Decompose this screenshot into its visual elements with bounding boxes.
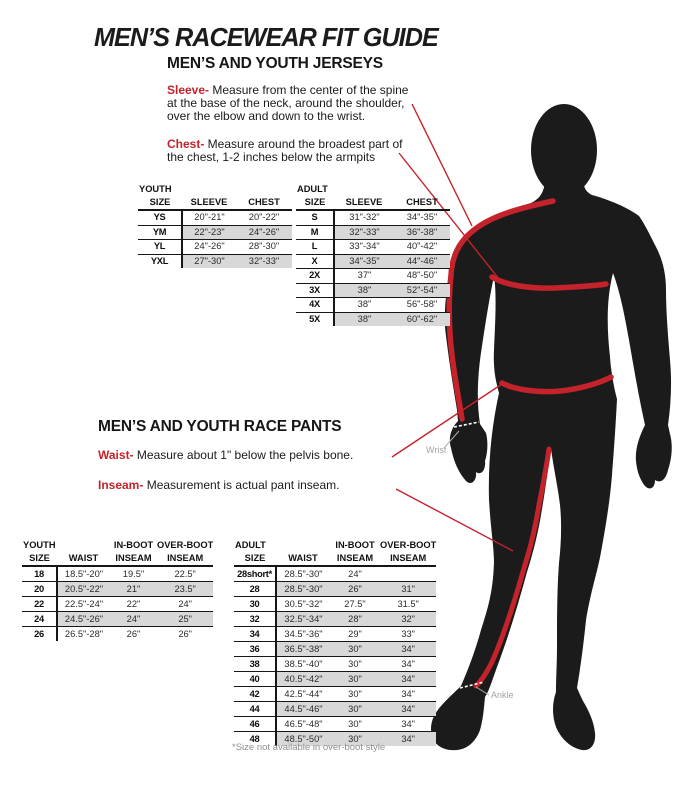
column-header: IN-BOOT bbox=[113, 540, 154, 550]
table-row bbox=[296, 240, 450, 255]
table-row bbox=[234, 612, 436, 627]
table-row bbox=[296, 283, 450, 298]
table-row bbox=[296, 254, 450, 269]
waist-text: Measure about 1" below the pelvis bone. bbox=[133, 448, 354, 462]
value-cell: 34.5"-36" bbox=[276, 627, 330, 642]
size-cell: X bbox=[296, 254, 334, 269]
value-cell: 21" bbox=[110, 582, 157, 597]
column-header bbox=[394, 182, 450, 195]
table-row bbox=[22, 566, 213, 582]
size-cell: 30 bbox=[234, 597, 276, 612]
size-cell: 40 bbox=[234, 672, 276, 687]
column-header: YOUTH bbox=[23, 540, 56, 550]
column-header: CHEST bbox=[394, 195, 450, 210]
value-cell: 28.5"-30" bbox=[276, 566, 330, 582]
value-cell: 34" bbox=[380, 642, 436, 657]
value-cell: 34" bbox=[380, 672, 436, 687]
value-cell: 30" bbox=[330, 702, 380, 717]
table-row bbox=[138, 210, 292, 225]
value-cell: 27.5" bbox=[330, 597, 380, 612]
column-header: WAIST bbox=[57, 551, 110, 566]
column-header bbox=[236, 182, 292, 195]
value-cell: 30" bbox=[330, 672, 380, 687]
value-cell: 48"-50" bbox=[394, 269, 450, 284]
sleeve-instruction bbox=[167, 84, 419, 123]
column-header: WAIST bbox=[276, 551, 330, 566]
value-cell: 29" bbox=[330, 627, 380, 642]
column-header bbox=[57, 538, 110, 551]
value-cell: 27"-30" bbox=[182, 254, 236, 268]
size-cell: 28 bbox=[234, 582, 276, 597]
size-cell: 46 bbox=[234, 717, 276, 732]
value-cell: 44.5"-46" bbox=[276, 702, 330, 717]
value-cell: 31" bbox=[380, 582, 436, 597]
column-header: SIZE bbox=[138, 195, 182, 210]
inseam-text: Measurement is actual pant inseam. bbox=[143, 478, 340, 492]
size-cell: L bbox=[296, 240, 334, 255]
size-cell: 22 bbox=[22, 597, 57, 612]
column-header bbox=[182, 182, 236, 195]
size-cell: 20 bbox=[22, 582, 57, 597]
value-cell: 30" bbox=[330, 687, 380, 702]
value-cell: 22.5" bbox=[157, 566, 213, 582]
size-cell: 2X bbox=[296, 269, 334, 284]
size-cell: 18 bbox=[22, 566, 57, 582]
value-cell: 24" bbox=[157, 597, 213, 612]
chest-instruction bbox=[167, 138, 419, 164]
inseam-term: Inseam- bbox=[98, 478, 144, 492]
adult-pants-size-table bbox=[234, 538, 436, 746]
column-header: ADULT bbox=[235, 540, 266, 550]
value-cell: 24.5"-26" bbox=[57, 612, 110, 627]
table-row bbox=[138, 254, 292, 268]
size-cell: 34 bbox=[234, 627, 276, 642]
column-header: CHEST bbox=[236, 195, 292, 210]
size-cell: YS bbox=[138, 210, 182, 225]
table-row bbox=[22, 597, 213, 612]
value-cell: 60"-62" bbox=[394, 312, 450, 326]
column-header: SIZE bbox=[22, 551, 57, 566]
value-cell: 24"-26" bbox=[236, 225, 292, 240]
size-cell: 5X bbox=[296, 312, 334, 326]
table-row bbox=[138, 240, 292, 255]
value-cell: 46.5"-48" bbox=[276, 717, 330, 732]
value-cell: 24"-26" bbox=[182, 240, 236, 255]
value-cell: 28"-30" bbox=[236, 240, 292, 255]
table-row bbox=[22, 612, 213, 627]
value-cell: 37" bbox=[334, 269, 394, 284]
youth-pants-size-table-grid bbox=[22, 538, 213, 641]
table-row bbox=[234, 687, 436, 702]
column-header bbox=[276, 538, 330, 551]
column-header: SIZE bbox=[234, 551, 276, 566]
value-cell: 20"-21" bbox=[182, 210, 236, 225]
table-row bbox=[234, 717, 436, 732]
waist-term: Waist- bbox=[98, 448, 134, 462]
column-header: SIZE bbox=[296, 195, 334, 210]
value-cell: 44"-46" bbox=[394, 254, 450, 269]
column-header: IN-BOOT bbox=[335, 540, 375, 550]
value-cell: 30" bbox=[330, 717, 380, 732]
value-cell: 38.5"-40" bbox=[276, 657, 330, 672]
column-header bbox=[334, 182, 394, 195]
size-cell: 24 bbox=[22, 612, 57, 627]
table-row bbox=[234, 672, 436, 687]
value-cell: 30" bbox=[330, 732, 380, 747]
value-cell: 38" bbox=[334, 283, 394, 298]
chest-term: Chest- bbox=[167, 137, 205, 151]
value-cell: 40"-42" bbox=[394, 240, 450, 255]
value-cell: 22.5"-24" bbox=[57, 597, 110, 612]
value-cell: 42.5"-44" bbox=[276, 687, 330, 702]
value-cell: 32"-33" bbox=[236, 254, 292, 268]
value-cell: 24" bbox=[110, 612, 157, 627]
chest-text: Measure around the broadest part of the chest, 1-2 inches below the armpits bbox=[167, 137, 403, 164]
value-cell: 31.5" bbox=[380, 597, 436, 612]
value-cell: 31"-32" bbox=[334, 210, 394, 225]
value-cell: 25" bbox=[157, 612, 213, 627]
value-cell: 48.5"-50" bbox=[276, 732, 330, 747]
sleeve-term: Sleeve- bbox=[167, 83, 210, 97]
value-cell: 32.5"-34" bbox=[276, 612, 330, 627]
column-header: INSEAM bbox=[380, 551, 436, 566]
column-header: OVER-BOOT bbox=[380, 540, 437, 550]
table-row bbox=[234, 582, 436, 597]
waist-instruction bbox=[98, 449, 353, 462]
size-cell: 38 bbox=[234, 657, 276, 672]
wrist-label: Wrist bbox=[426, 445, 447, 455]
size-cell: YXL bbox=[138, 254, 182, 268]
table-row bbox=[138, 225, 292, 240]
value-cell: 19.5" bbox=[110, 566, 157, 582]
table-row bbox=[296, 210, 450, 225]
value-cell: 52"-54" bbox=[394, 283, 450, 298]
adult-pants-size-table-grid bbox=[234, 538, 436, 746]
size-footnote: *Size not available in over-boot style bbox=[232, 742, 386, 753]
jerseys-heading: MEN’S AND YOUTH JERSEYS bbox=[167, 55, 383, 72]
table-row bbox=[234, 642, 436, 657]
inseam-instruction bbox=[98, 479, 339, 492]
table-row bbox=[234, 657, 436, 672]
table-row bbox=[234, 566, 436, 582]
table-row bbox=[234, 627, 436, 642]
column-header: INSEAM bbox=[330, 551, 380, 566]
table-row bbox=[22, 627, 213, 642]
silhouette-body bbox=[431, 172, 672, 750]
value-cell: 26.5"-28" bbox=[64, 629, 104, 639]
youth-pants-size-table bbox=[22, 538, 213, 641]
column-header: OVER-BOOT bbox=[157, 540, 214, 550]
value-cell: 26" bbox=[126, 629, 141, 639]
size-cell: M bbox=[296, 225, 334, 240]
value-cell: 34" bbox=[380, 732, 436, 747]
value-cell: 38" bbox=[334, 312, 394, 326]
value-cell: 22" bbox=[110, 597, 157, 612]
value-cell: 34" bbox=[380, 687, 436, 702]
value-cell: 20"-22" bbox=[236, 210, 292, 225]
column-header: YOUTH bbox=[139, 184, 172, 194]
size-cell: 26 bbox=[22, 627, 57, 642]
value-cell: 40.5"-42" bbox=[276, 672, 330, 687]
adult-jersey-size-table bbox=[296, 182, 450, 326]
size-cell: 4X bbox=[296, 298, 334, 313]
page-title: MEN’S RACEWEAR FIT GUIDE bbox=[94, 22, 438, 52]
value-cell: 36"-38" bbox=[394, 225, 450, 240]
size-cell: 48 bbox=[234, 732, 276, 747]
size-cell: S bbox=[296, 210, 334, 225]
table-row bbox=[234, 702, 436, 717]
size-cell: 32 bbox=[234, 612, 276, 627]
pants-heading: MEN’S AND YOUTH RACE PANTS bbox=[98, 418, 342, 435]
column-header: SLEEVE bbox=[334, 195, 394, 210]
value-cell: 34" bbox=[380, 657, 436, 672]
size-cell: 3X bbox=[296, 283, 334, 298]
table-row bbox=[296, 269, 450, 284]
value-cell: 34" bbox=[380, 702, 436, 717]
value-cell: 56"-58" bbox=[394, 298, 450, 313]
value-cell: 28" bbox=[330, 612, 380, 627]
size-cell: 36 bbox=[234, 642, 276, 657]
value-cell: 26" bbox=[330, 582, 380, 597]
table-row bbox=[22, 582, 213, 597]
column-header: ADULT bbox=[297, 184, 328, 194]
value-cell: 30.5"-32" bbox=[276, 597, 330, 612]
ankle-label: Ankle bbox=[491, 690, 514, 700]
value-cell: 36.5"-38" bbox=[276, 642, 330, 657]
youth-jersey-size-table-grid bbox=[138, 182, 292, 268]
column-header: INSEAM bbox=[110, 551, 157, 566]
value-cell bbox=[380, 566, 436, 582]
column-header: INSEAM bbox=[157, 551, 213, 566]
table-row bbox=[296, 225, 450, 240]
size-cell: YM bbox=[138, 225, 182, 240]
value-cell: 26" bbox=[178, 629, 192, 639]
size-cell: 44 bbox=[234, 702, 276, 717]
column-header: SLEEVE bbox=[182, 195, 236, 210]
value-cell: 33"-34" bbox=[334, 240, 394, 255]
value-cell: 34" bbox=[380, 717, 436, 732]
table-row bbox=[234, 597, 436, 612]
youth-jersey-size-table bbox=[138, 182, 292, 268]
size-cell: 42 bbox=[234, 687, 276, 702]
table-row bbox=[296, 312, 450, 326]
sleeve-text: Measure from the center of the spine at the base of the neck, around the shoulder, over the elbow and down to the wrist. bbox=[167, 83, 409, 123]
value-cell: 32"-33" bbox=[334, 225, 394, 240]
value-cell: 24" bbox=[330, 566, 380, 582]
adult-jersey-size-table-grid bbox=[296, 182, 450, 326]
value-cell: 18.5"-20" bbox=[57, 566, 110, 582]
size-cell: YL bbox=[138, 240, 182, 255]
value-cell: 30" bbox=[330, 642, 380, 657]
value-cell: 38" bbox=[334, 298, 394, 313]
value-cell: 34"-35" bbox=[394, 210, 450, 225]
value-cell: 34"-35" bbox=[334, 254, 394, 269]
value-cell: 32" bbox=[380, 612, 436, 627]
value-cell: 33" bbox=[380, 627, 436, 642]
value-cell: 30" bbox=[330, 657, 380, 672]
table-row bbox=[296, 298, 450, 313]
value-cell: 23.5" bbox=[157, 582, 213, 597]
value-cell: 22"-23" bbox=[182, 225, 236, 240]
value-cell: 20.5"-22" bbox=[57, 582, 110, 597]
size-cell: 28short* bbox=[234, 566, 276, 582]
value-cell: 28.5"-30" bbox=[276, 582, 330, 597]
